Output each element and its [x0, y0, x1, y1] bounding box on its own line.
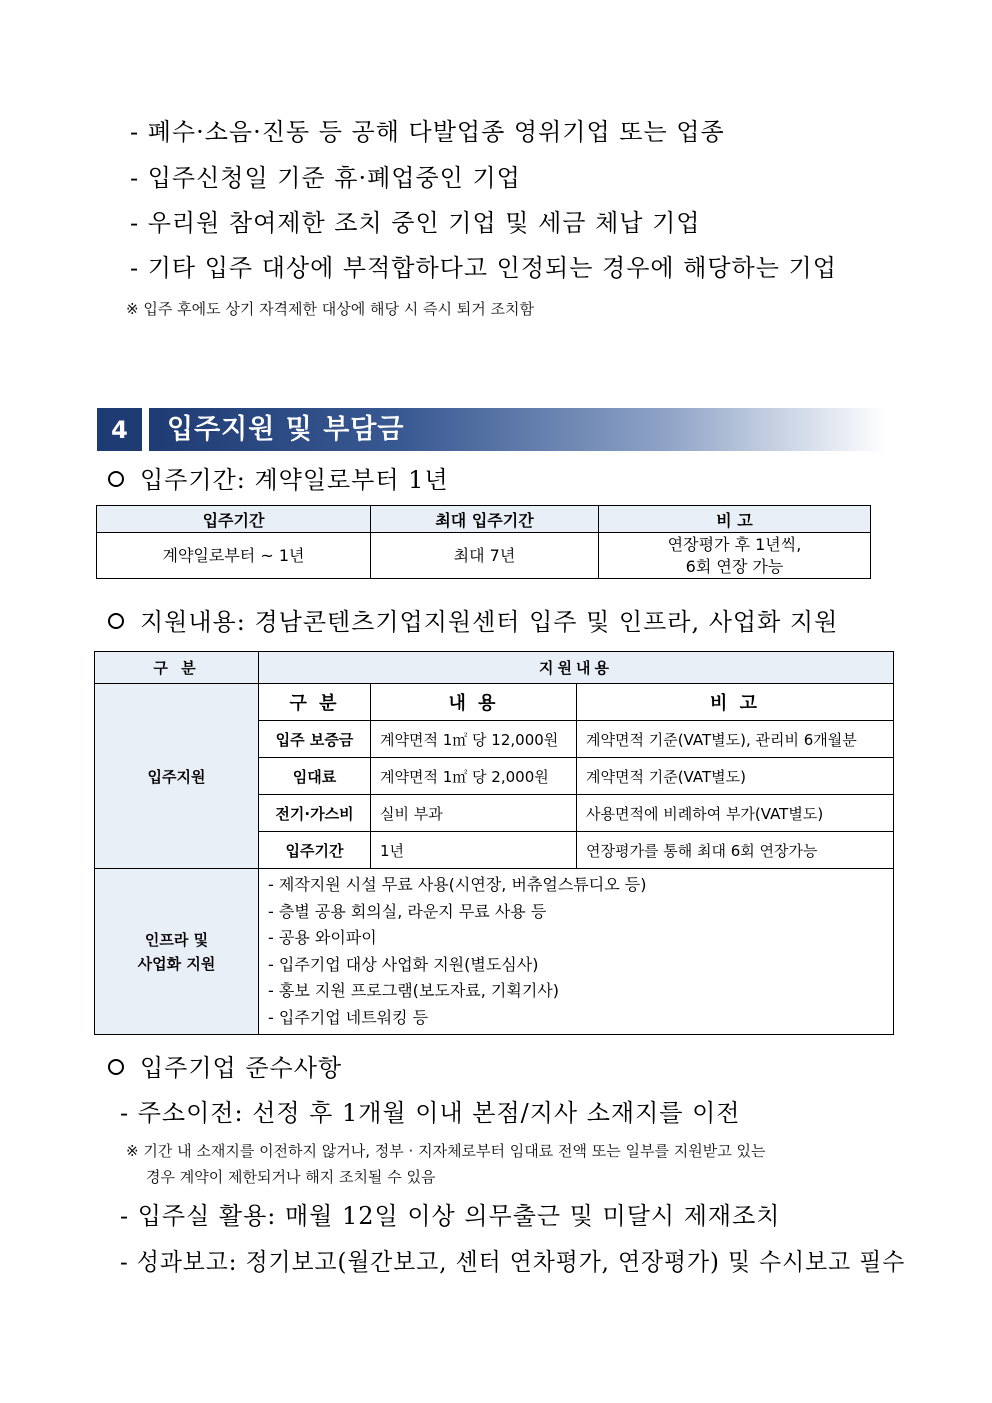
intro-note: ※ 입주 후에도 상기 자격제한 대상에 해당 시 즉시 퇴거 조치함 [126, 300, 535, 318]
compliance-item-3: - 성과보고: 정기보고(월간보고, 센터 연차평가, 연장평가) 및 수시보고 필수 [120, 1248, 906, 1276]
intro-bullet-1: - 폐수·소음·진동 등 공해 다발업종 영위기업 또는 업종 [130, 118, 725, 146]
compliance-heading-line [108, 1048, 342, 1083]
circle-bullet-icon [108, 613, 124, 629]
row-label: 입주기간 [259, 832, 371, 869]
period-cell-1: 계약일로부터 ~ 1년 [97, 533, 371, 579]
compliance-note-line-2: 경우 계약이 제한되거나 해지 조치될 수 있음 [146, 1168, 436, 1186]
period-cell-2: 최대 7년 [371, 533, 599, 579]
section-title: 입주지원 및 부담금 [167, 414, 405, 445]
intro-bullet-3: - 우리원 참여제한 조치 중인 기업 및 세금 체납 기업 [130, 209, 701, 237]
period-cell-3 [599, 533, 871, 579]
circle-bullet-icon [108, 1059, 124, 1075]
support-col-header-2: 지원내용 [259, 652, 894, 684]
period-table [96, 505, 871, 579]
row-note: 계약면적 기준(VAT별도), 관리비 6개월분 [577, 721, 894, 758]
list-item: - 홍보 지원 프로그램(보도자료, 기획기사) [268, 981, 559, 1000]
row-label: 임대료 [259, 758, 371, 795]
compliance-item-1: - 주소이전: 선정 후 1개월 이내 본점/지사 소재지를 이전 [120, 1099, 741, 1127]
compliance-heading: 입주기업 준수사항 [140, 1054, 343, 1082]
intro-bullet-2: - 입주신청일 기준 휴·폐업중인 기업 [130, 164, 521, 192]
period-heading: 입주기간: 계약일로부터 1년 [140, 466, 449, 494]
sub-header-note: 비 고 [577, 684, 894, 721]
compliance-item-2: - 입주실 활용: 매월 12일 이상 의무출근 및 미달시 제재조치 [120, 1202, 781, 1230]
row-note: 계약면적 기준(VAT별도) [577, 758, 894, 795]
list-item: - 입주기업 대상 사업화 지원(별도심사) [268, 954, 539, 974]
list-item: - 층별 공용 회의실, 라운지 무료 사용 등 [268, 901, 547, 921]
row-label: 전기·가스비 [259, 795, 371, 832]
support-heading: 지원내용: 경남콘텐츠기업지원센터 입주 및 인프라, 사업화 지원 [140, 608, 839, 636]
list-item: - 입주기업 네트워킹 등 [268, 1007, 429, 1027]
period-note-line-1: 연장평가 후 1년씩, [667, 534, 802, 554]
compliance-note-line-1: ※ 기간 내 소재지를 이전하지 않거나, 정부 · 지자체로부터 임대료 전액 또는 일부를 지원받고 있는 [126, 1142, 766, 1160]
period-note-line-2: 6회 연장 가능 [685, 556, 784, 576]
row-note: 사용면적에 비례하여 부가(VAT별도) [577, 795, 894, 832]
period-header-1: 입주기간 [97, 506, 371, 533]
row-label: 입주 보증금 [259, 721, 371, 758]
period-header-2: 최대 입주기간 [371, 506, 599, 533]
row-content: 1년 [371, 832, 577, 869]
infra-list [259, 869, 894, 1035]
support-col-header-1: 구 분 [95, 652, 259, 684]
infra-label-line-1: 인프라 및 [144, 930, 209, 949]
period-heading-line [108, 460, 449, 495]
residence-support-label: 입주지원 [95, 684, 259, 869]
row-content: 계약면적 1㎡ 당 12,000원 [371, 721, 577, 758]
support-table [94, 651, 894, 1035]
row-content: 실비 부과 [371, 795, 577, 832]
section-number: 4 [97, 408, 142, 451]
infra-label-line-2: 사업화 지원 [137, 954, 216, 973]
period-header-3: 비 고 [599, 506, 871, 533]
sub-header-category: 구 분 [259, 684, 371, 721]
section-header [97, 408, 887, 451]
list-item: - 제작지원 시설 무료 사용(시연장, 버츄얼스튜디오 등) [268, 875, 647, 894]
sub-header-content: 내 용 [371, 684, 577, 721]
intro-bullet-4: - 기타 입주 대상에 부적합하다고 인정되는 경우에 해당하는 기업 [130, 254, 837, 282]
row-note: 연장평가를 통해 최대 6회 연장가능 [577, 832, 894, 869]
circle-bullet-icon [108, 471, 124, 487]
support-heading-line [108, 602, 838, 637]
list-item: - 공용 와이파이 [268, 928, 377, 947]
infra-support-label [95, 869, 259, 1035]
row-content: 계약면적 1㎡ 당 2,000원 [371, 758, 577, 795]
